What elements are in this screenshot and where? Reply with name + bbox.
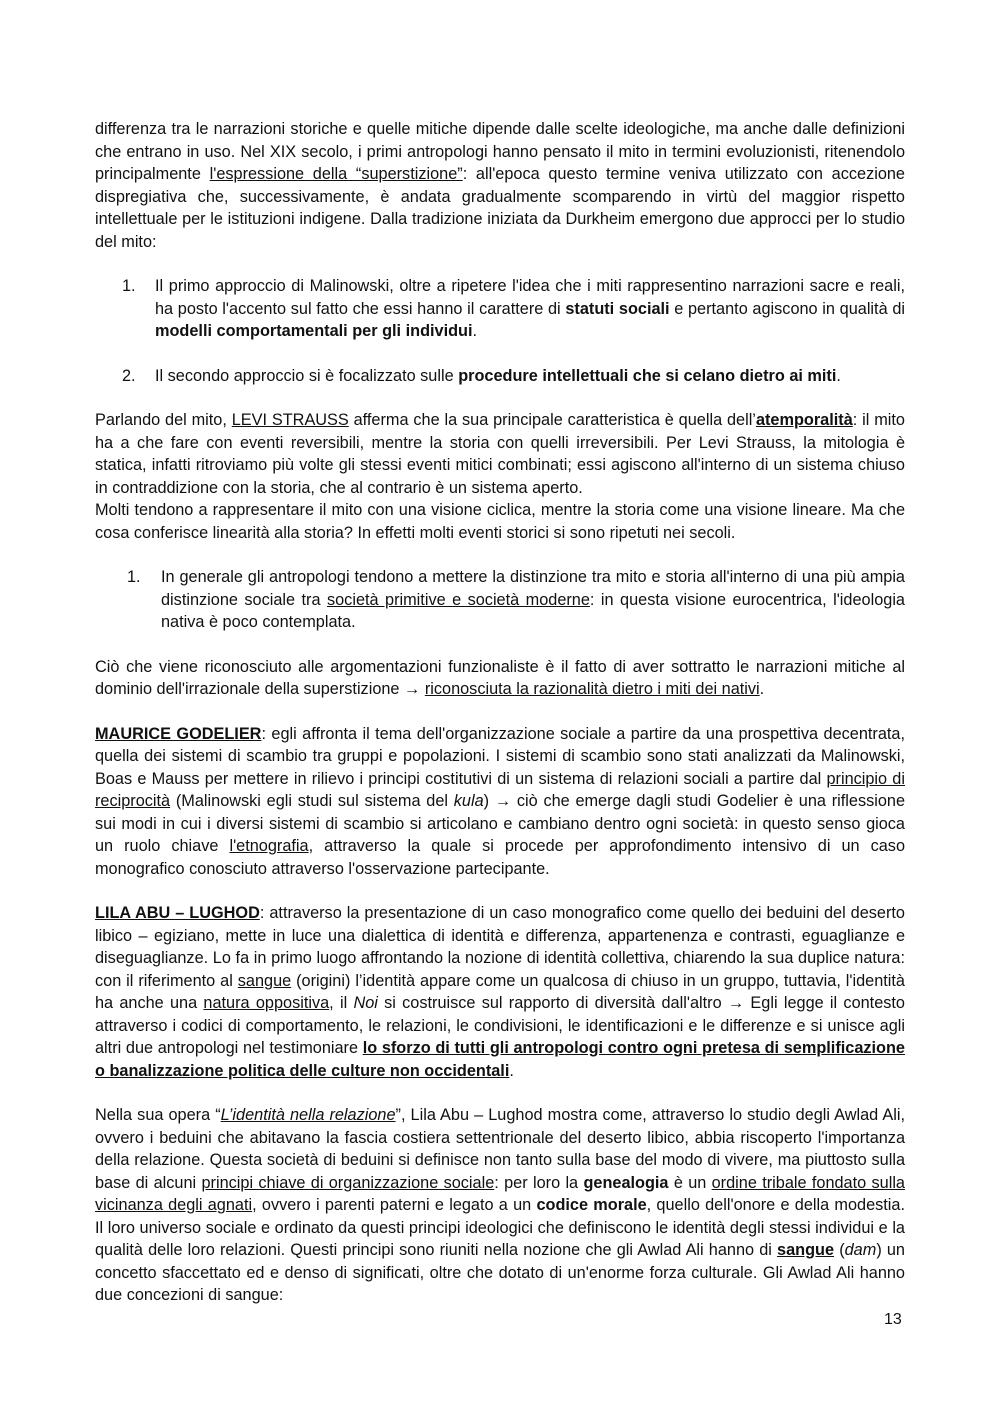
paragraph-abu-lughod	[95, 902, 905, 1082]
text: afferma che la sua principale caratteristica è quella dell’	[348, 411, 756, 429]
text: (	[834, 1241, 845, 1259]
bold-text: codice morale	[536, 1196, 647, 1214]
page-number: 13	[884, 1311, 902, 1328]
list-number: 2.	[122, 366, 136, 385]
text: ”, Lila Abu – Lughod mostra come, attraverso lo studio degli Awlad Ali, ovvero i beduini che abitavano la fascia costiera settentrionale del deserto libico, abbia riscoperto l'importanza della relazione. Questa società di beduini si definisce non tanto sulla base del modo di vivere, ma piuttosto sulla base di alcuni	[95, 1106, 905, 1192]
paragraph-godelier	[95, 723, 905, 881]
italic-text: kula	[453, 792, 484, 810]
arrow-icon: →	[727, 994, 745, 1012]
bold-text: procedure intellettuali che si celano dietro ai miti	[458, 366, 837, 385]
list-number: 1.	[122, 277, 136, 295]
text: , ovvero i parenti paterni e legato a un	[252, 1196, 537, 1214]
text: , il	[329, 994, 354, 1012]
text: )	[483, 792, 495, 810]
bold-underlined-text: atemporalità	[755, 411, 853, 429]
text: Il secondo approccio si è focalizzato sulle	[155, 366, 459, 385]
underlined-text: natura oppositiva	[203, 994, 330, 1012]
approaches-list	[95, 275, 905, 387]
paragraph-cyclic-vision	[95, 499, 905, 544]
text: si costruisce sul rapporto di diversità dall'altro	[377, 994, 728, 1012]
list-item-text	[155, 275, 905, 343]
underlined-text: principio di reciprocità	[95, 769, 905, 810]
arrow-icon: →	[404, 680, 421, 698]
list-item	[127, 566, 905, 634]
underlined-text: sangue	[237, 971, 292, 990]
text: : egli affronta il tema dell'organizzazione sociale a partire da una prospettiva decentrata, quella dei sistemi di scambio tra gruppi e popolazioni. I sistemi di scambio sono stati analizzati da Malinowski, Boas e Mauss per mettere in rilievo i principi costitutivi di un sistema di relazioni sociali a partire dal	[95, 724, 905, 788]
underlined-text: l'etnografia	[229, 837, 309, 855]
text: ) un concetto sfaccettato ed e denso di significati, oltre che dotato di un'enorme forza culturale. Gli Awlad Ali hanno due concezioni di sangue:	[95, 1241, 905, 1304]
list-item	[122, 365, 905, 388]
text: Molti tendono a rappresentare il mito con una visione ciclica, mentre la storia come una visione lineare. Ma che cosa conferisce linearità alla storia? In effetti molti eventi storici si sono ripetuti nei secoli.	[95, 501, 905, 542]
italic-text: Noi	[353, 994, 378, 1012]
text: .	[836, 366, 841, 385]
text: , attraverso la quale si procede per approfondimento intensivo di un caso monografico conosciuto attraverso l'osservazione partecipante.	[95, 837, 906, 878]
text: .	[759, 680, 765, 698]
bold-underlined-text: lo sforzo di tutti gli antropologi contro ogni pretesa di semplificazione o banalizzazione politica delle culture non occidentali	[95, 1039, 905, 1080]
text: (Malinowski egli studi sul sistema del	[170, 792, 454, 810]
text: Nella sua opera “	[95, 1106, 221, 1124]
underlined-text: società primitive e società moderne	[326, 590, 590, 609]
arrow-icon: →	[494, 792, 512, 810]
section-heading: LILA ABU – LUGHOD	[95, 904, 260, 922]
text: Il primo approccio di Malinowski, oltre a ripetere l'idea che i miti rappresentino narrazioni sacre e reali, ha posto l'accento sul fatto che essi hanno il carattere di	[155, 277, 905, 318]
underlined-text: riconosciuta la razionalità dietro i miti dei nativi	[424, 680, 760, 698]
text: (origini) l’identità appare come un qualcosa di chiuso in un gruppo, tuttavia, l'identità ha anche una	[95, 971, 905, 1012]
text: .	[509, 1061, 514, 1080]
text: differenza tra le narrazioni storiche e quelle mitiche dipende dalle scelte ideologiche, ma anche dalle definizioni che entrano in uso. Nel XIX secolo, i primi antropologi hanno pensato il mito in termini evoluzionisti, ritenendolo principalmente	[95, 120, 905, 183]
book-title: L’identità nella relazione	[220, 1106, 396, 1124]
section-heading: MAURICE GODELIER	[95, 724, 262, 743]
paragraph-myth-history	[95, 118, 905, 253]
bold-text: genealogia	[583, 1173, 669, 1192]
text: : all'epoca questo termine veniva utilizzato con accezione dispregiativa che, successivamente, è andata gradualmente scomparendo in virtù del maggior rispetto intellettuale per le istituzioni indigene. Dalla tradizione iniziata da Durkheim emergono due approcci per lo studio del mito:	[95, 165, 905, 251]
text: ciò che emerge dagli studi Godelier è una riflessione sui modi in cui i diversi sistemi di scambio si articolano e cambiano dentro ogni società: in questo senso gioca un ruolo chiave	[95, 792, 906, 855]
text: : attraverso la presentazione di un caso monografico come quello dei beduini del deserto libico – egiziano, mette in luce una dialettica di identità e differenza, appartenenza e contrasti, eguaglianze e diseguaglianze. Lo fa in primo luogo affrontando la nozione di identità collettiva, chiarendo la sua duplice natura: con il riferimento al	[95, 904, 905, 990]
text: In generale gli antropologi tendono a mettere la distinzione tra mito e storia all'interno di una più ampia distinzione sociale tra	[161, 568, 905, 609]
text: , quello dell'onore e della modestia. Il loro universo sociale e ordinato da questi principi ideologici che definiscono le identità degli stessi individui e la qualità delle loro relazioni. Questi principi sono riuniti nella nozione che gli Awlad Ali hanno di	[95, 1196, 905, 1259]
list-item	[122, 275, 905, 343]
text: e pertanto agiscono in qualità di	[669, 299, 905, 318]
list-number: 1.	[127, 568, 141, 586]
underlined-text: LEVI STRAUSS	[231, 411, 349, 429]
text: Ciò che viene riconosciuto alle argomentazioni funzionaliste è il fatto di aver sottratto le narrazioni mitiche al dominio dell'irrazionale della superstizione	[95, 657, 905, 698]
text: Parlando del mito,	[95, 411, 232, 429]
paragraph-levi-strauss	[95, 409, 905, 499]
underlined-text: l'espressione della “superstizione”	[209, 165, 463, 183]
text: : in questa visione eurocentrica, l'ideologia nativa è poco contemplata.	[161, 590, 905, 631]
text: è un	[668, 1173, 712, 1192]
text: Egli legge il contesto attraverso i codici di comportamento, le relazioni, le condivisioni, le identificazioni e le differenze e si unisce agli altri due antropologi nel testimoniare	[95, 994, 905, 1057]
text: : il mito ha a che fare con eventi reversibili, mentre la storia con quelli irreversibili. Per Levi Strauss, la mitologia è statica, infatti ritroviamo più volte gli stessi eventi mitici combinati; essi agiscono all'interno di un sistema chiuso in contraddizione con la storia, che al contrario è un sistema aperto.	[95, 411, 905, 497]
bold-text: statuti sociali	[565, 299, 670, 318]
list-item-text	[155, 365, 905, 388]
bold-text: modelli comportamentali per gli individui	[155, 322, 473, 340]
bold-underlined-text: sangue	[777, 1241, 835, 1259]
underlined-text: ordine tribale fondato sulla vicinanza degli agnati	[95, 1173, 905, 1214]
paragraph-functionalism	[95, 656, 905, 701]
list-item-text	[161, 566, 905, 634]
underlined-text: principi chiave di organizzazione sociale	[201, 1173, 495, 1192]
italic-text: dam	[844, 1241, 877, 1259]
document-page	[95, 118, 905, 1307]
paragraph-identity-relation	[95, 1104, 905, 1307]
text: .	[472, 322, 478, 340]
distinction-list	[95, 566, 905, 634]
text: : per loro la	[494, 1173, 584, 1192]
